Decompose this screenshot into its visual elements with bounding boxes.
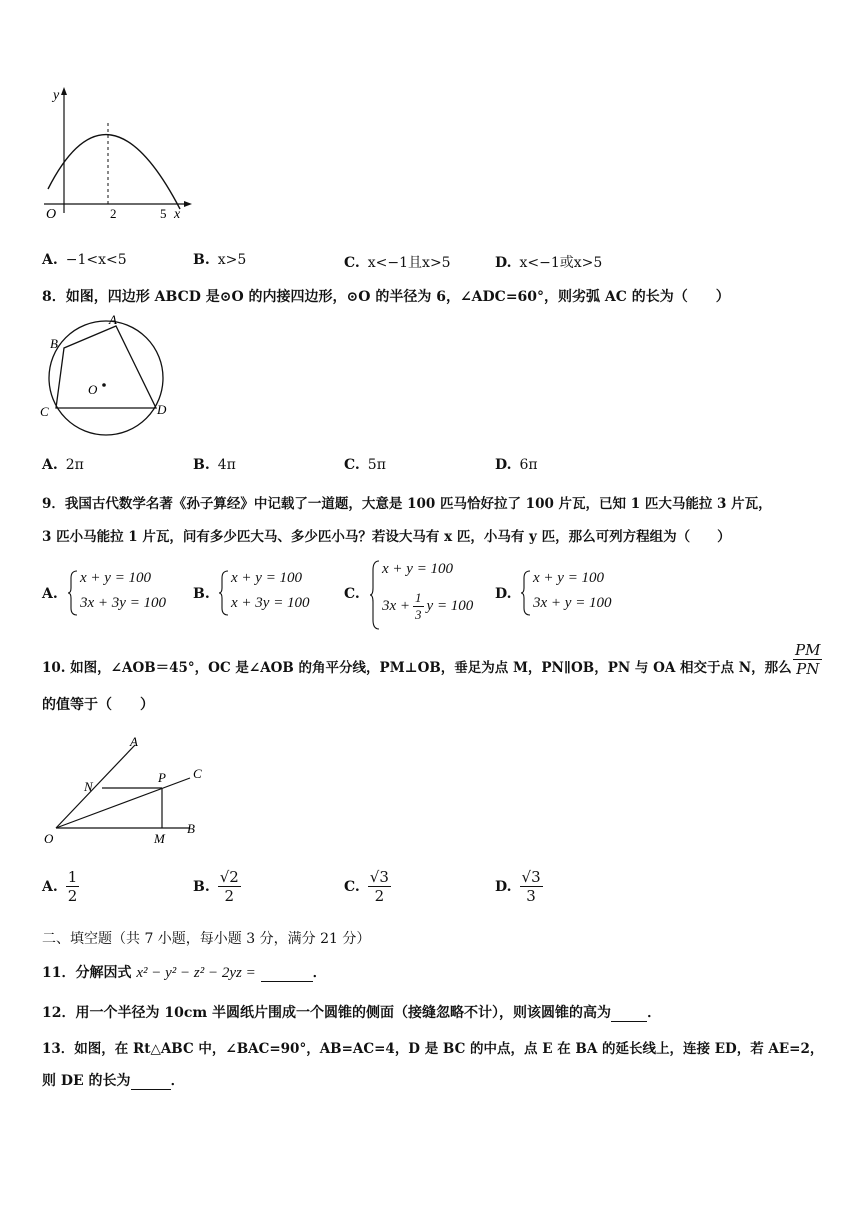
q7-parabola-graph xyxy=(38,85,198,225)
q9-option-a[interactable]: A. x + y = 100 3x + 3y = 100 xyxy=(42,568,192,618)
section-2-heading: 二、填空题（共 7 小题，每小题 3 分，满分 21 分） xyxy=(42,931,371,947)
q10-option-a[interactable]: A. $\frac{1}{2}$ xyxy=(42,868,78,905)
q13-line2: 则 DE 的长为 ． xyxy=(42,1073,185,1089)
q7-tick-2: 2 xyxy=(110,206,117,221)
q13-answer-blank[interactable] xyxy=(131,1073,171,1090)
q10-label-b: B xyxy=(187,821,195,836)
q7-option-d[interactable]: D. x<−1或x>5 xyxy=(495,255,603,271)
q9-option-d[interactable]: D. x + y = 100 3x + y = 100 xyxy=(495,568,645,618)
q10-option-d[interactable]: D. $\frac{√3}{3}$ xyxy=(495,868,541,905)
q12-answer-blank[interactable] xyxy=(611,1005,647,1022)
q10-label-n: N xyxy=(84,779,93,794)
q10-label-a: A xyxy=(130,734,138,749)
q10-label-c: C xyxy=(193,766,202,781)
q10-option-b[interactable]: B. $\frac{√2}{2}$ xyxy=(193,868,239,905)
q7-option-c[interactable]: C. x<−1且x>5 xyxy=(344,255,451,271)
q10-label-p: P xyxy=(158,770,166,785)
q10-angle-figure xyxy=(40,730,215,850)
q8-option-a[interactable]: A. 2π xyxy=(42,457,84,473)
q8-label-b: B xyxy=(50,336,58,351)
q8-option-d[interactable]: D. 6π xyxy=(495,457,538,473)
q10-stem: 10. 如图，∠AOB＝45°，OC 是∠AOB 的角平分线，PM⊥OB，垂足为点 M，PN∥OB，PN 与 OA 相交于点 N，那么 xyxy=(42,660,792,676)
q7-tick-5: 5 xyxy=(160,206,167,221)
q9-stem-line2: 3 匹小马能拉 1 片瓦，问有多少匹大马、多少匹小马？若设大马有 x 匹，小马有 y 匹，那么可列方程组为（ ） xyxy=(42,529,731,545)
q7-y-label: y xyxy=(53,88,60,103)
q13-line1: 13．如图，在 Rt△ABC 中，∠BAC=90°，AB=AC=4，D 是 BC 的中点，点 E 在 BA 的延长线上，连接 ED，若 AE=2， xyxy=(42,1041,824,1057)
q10-stem-line2: 的值等于（ ） xyxy=(42,697,154,713)
q8-label-o: O xyxy=(88,382,98,397)
q7-origin-label: O xyxy=(46,207,57,222)
q8-label-a: A xyxy=(109,312,117,327)
q12: 12．用一个半径为 10cm 半圆纸片围成一个圆锥的侧面（接缝忽略不计），则该圆锥的高为 ． xyxy=(42,1005,662,1021)
q10-label-o: O xyxy=(44,831,54,846)
q7-x-label: x xyxy=(174,207,181,222)
q11: 11．分解因式 x² − y² − z² − 2yz = ． xyxy=(42,965,327,981)
q8-label-c: C xyxy=(40,404,49,419)
q7-option-a[interactable]: A. −1<x<5 xyxy=(42,252,127,268)
q8-stem: 8．如图，四边形 ABCD 是⊙O 的内接四边形，⊙O 的半径为 6，∠ADC=60°，则劣弧 AC 的长为（ ） xyxy=(42,289,730,305)
q7-option-b[interactable]: B. x>5 xyxy=(193,252,247,268)
q8-option-b[interactable]: B. 4π xyxy=(193,457,236,473)
q9-option-b[interactable]: B. x + y = 100 x + 3y = 100 xyxy=(193,568,343,618)
q9-stem-line1: 9．我国古代数学名著《孙子算经》中记载了一道题，大意是 100 匹马恰好拉了 100 片瓦，已知 1 匹大马能拉 3 片瓦， xyxy=(42,496,772,512)
q11-answer-blank[interactable] xyxy=(261,965,313,982)
q9-option-c[interactable]: C. x + y = 100 3x + $\frac{1}{3}$ y = 100 xyxy=(344,558,494,632)
q10-label-m: M xyxy=(154,831,165,846)
q10-option-c[interactable]: C. $\frac{√3}{2}$ xyxy=(344,868,389,905)
q8-circle-figure xyxy=(36,312,176,444)
q10-stem-fraction: $\frac{PM}{PN}$ xyxy=(795,641,821,678)
q8-label-d: D xyxy=(157,402,167,417)
q8-option-c[interactable]: C. 5π xyxy=(344,457,386,473)
